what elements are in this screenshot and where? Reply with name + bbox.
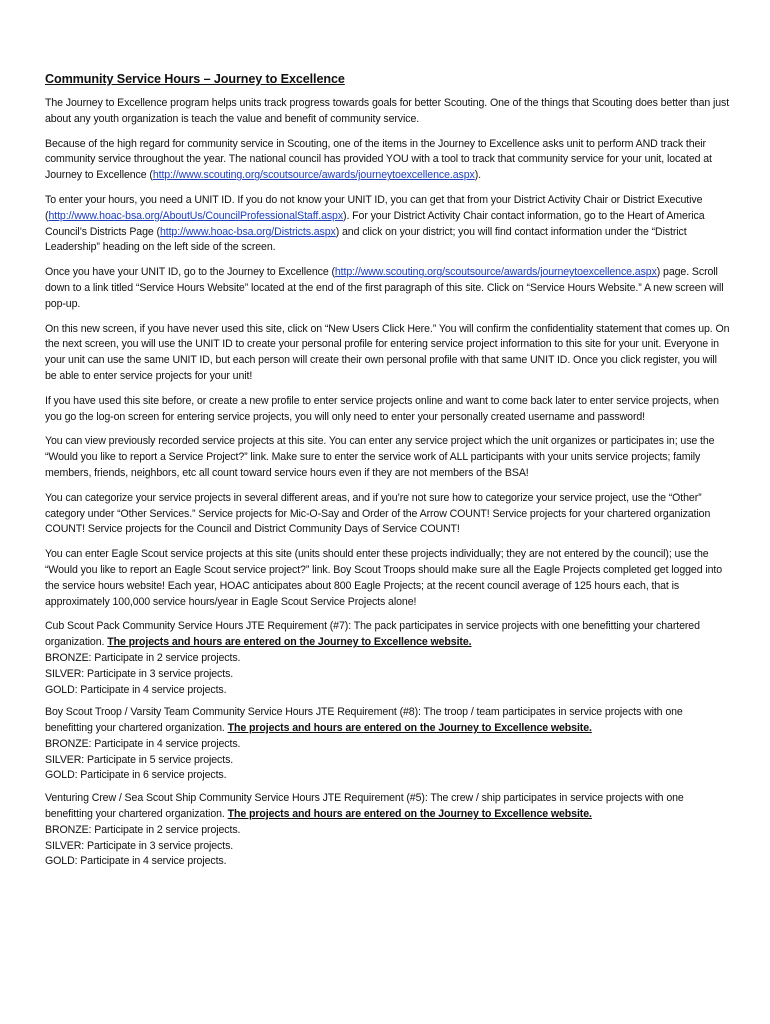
eagle-projects-paragraph: You can enter Eagle Scout service projects at this site (units should enter these projects individually; they are not entered by the council); use the “Would you like to report an Eagle Scout service project?” link. Boy Scout Troops should make sure all the Eagle Projects completed get logged into the service hours website! Each year, HOAC anticipates about 800 Eagle Projects; at the recent council average of 125 hours each, that is approximately 100,000 service hours/year in Eagle Scout Service Projects alone! — [45, 548, 723, 608]
districts-link[interactable]: http://www.hoac-bsa.org/Districts.aspx — [159, 225, 336, 238]
view-projects-paragraph: You can view previously recorded service projects at this site. You can enter any service project which the unit organizes or participates in; use the “Would you like to report a Service Project?” link. Make sure to enter the service work of ALL participants with your units service projects; family members, friends, neighbors, etc all count toward service hours even if they are not members of the BSA! — [45, 435, 715, 479]
go-to-site-text-a: Once you have your UNIT ID, go to the Journey to Excellence ( — [45, 266, 335, 279]
tracking-text-end: ). — [474, 169, 481, 182]
cub-scout-requirement — [45, 619, 730, 698]
bronze-level: BRONZE: Participate in 4 service projects. — [45, 737, 241, 750]
venturing-requirement — [45, 791, 730, 870]
gold-level: GOLD: Participate in 6 service projects. — [45, 769, 227, 782]
document-page — [45, 70, 730, 877]
silver-level: SILVER: Participate in 3 service projects. — [45, 839, 234, 852]
journey-to-excellence-link-2[interactable]: http://www.scouting.org/scoutsource/awards/journeytoexcellence.aspx — [334, 266, 657, 279]
requirement-emphasis: The projects and hours are entered on the Journey to Excellence website. — [107, 636, 472, 649]
categorize-paragraph: You can categorize your service projects in several different areas, and if you’re not sure how to categorize your service project, use the “Other” category under “Other Services.” Service projects for Mic-O-Say and Order of the Arrow COUNT! Service projects for your chartered organization COUNT! Service projects for the Council and District Community Days of Service COUNT! — [45, 491, 711, 536]
tracking-text: Because of the high regard for community service in Scouting, one of the items in the Journey to Excellence asks unit to perform AND track their community service throughout the year. The national council has provided YOU with a tool to track that community service for your unit, located at Journey to Excellence ( — [45, 137, 712, 182]
requirement-intro: Boy Scout Troop / Varsity Team Community Service Hours JTE Requirement (#8): The troop / team participates in service projects with one benefitting your chartered organization. — [45, 706, 683, 735]
bronze-level: BRONZE: Participate in 2 service projects. — [45, 823, 241, 836]
unit-id-text-b: ). For your District Activity Chair contact information, go to the Heart of America Council’s Districts Page ( — [45, 209, 705, 238]
requirement-emphasis: The projects and hours are entered on the Journey to Excellence website. — [227, 808, 592, 821]
requirement-intro: Cub Scout Pack Community Service Hours JTE Requirement (#7): The pack participates in service projects with one benefitting your chartered organization. — [45, 620, 700, 649]
bronze-level: BRONZE: Participate in 2 service projects. — [45, 651, 241, 664]
requirement-intro: Venturing Crew / Sea Scout Ship Community Service Hours JTE Requirement (#5): The crew / ship participates in service projects with one benefitting your chartered organization. — [45, 792, 684, 821]
council-staff-link[interactable]: http://www.hoac-bsa.org/AboutUs/CouncilProfessionalStaff.aspx — [48, 209, 344, 222]
gold-level: GOLD: Participate in 4 service projects. — [45, 683, 227, 696]
intro-paragraph: The Journey to Excellence program helps units track progress towards goals for better Scouting. One of the things that Scouting does better than just about any youth organization is teach the value and benefit of community service. — [45, 97, 730, 125]
tracking-paragraph — [45, 137, 730, 184]
requirement-emphasis: The projects and hours are entered on the Journey to Excellence website. — [227, 722, 592, 735]
new-users-paragraph: On this new screen, if you have never used this site, click on “New Users Click Here.” You will confirm the confidentiality statement that comes up. On the next screen, you will use the UNIT ID to create your personal profile for entering service project information to this site for your unit. Everyone in your unit can use the same UNIT ID, but each person will create their own personal profile with that same UNIT ID. Once you click register, you will be able to enter service projects for your unit! — [45, 322, 730, 382]
unit-id-text-c: ) and click on your district; you will find contact information under the “District Leadership” heading on the left side of the screen. — [45, 225, 687, 254]
returning-users-paragraph: If you have used this site before, or create a new profile to enter service projects online and want to come back later to enter service projects, when you go the log-on screen for entering service projects, you will only need to enter your personally created username and password! — [45, 394, 719, 423]
silver-level: SILVER: Participate in 5 service projects. — [45, 753, 234, 766]
go-to-site-paragraph — [45, 265, 730, 312]
unit-id-paragraph — [45, 193, 730, 256]
unit-id-text-a: To enter your hours, you need a UNIT ID. If you do not know your UNIT ID, you can get that from your District Activity Chair or District Executive ( — [45, 193, 703, 222]
go-to-site-text-b: ) page. Scroll down to a link titled “Service Hours Website” located at the end of the first paragraph of this site. Click on “Service Hours Website.” A new screen will pop-up. — [45, 266, 724, 310]
boy-scout-requirement — [45, 705, 730, 784]
journey-to-excellence-link[interactable]: http://www.scouting.org/scoutsource/awards/journeytoexcellence.aspx — [152, 169, 475, 182]
gold-level: GOLD: Participate in 4 service projects. — [45, 855, 227, 868]
document-title: Community Service Hours – Journey to Excellence — [45, 72, 345, 86]
silver-level: SILVER: Participate in 3 service projects. — [45, 667, 234, 680]
